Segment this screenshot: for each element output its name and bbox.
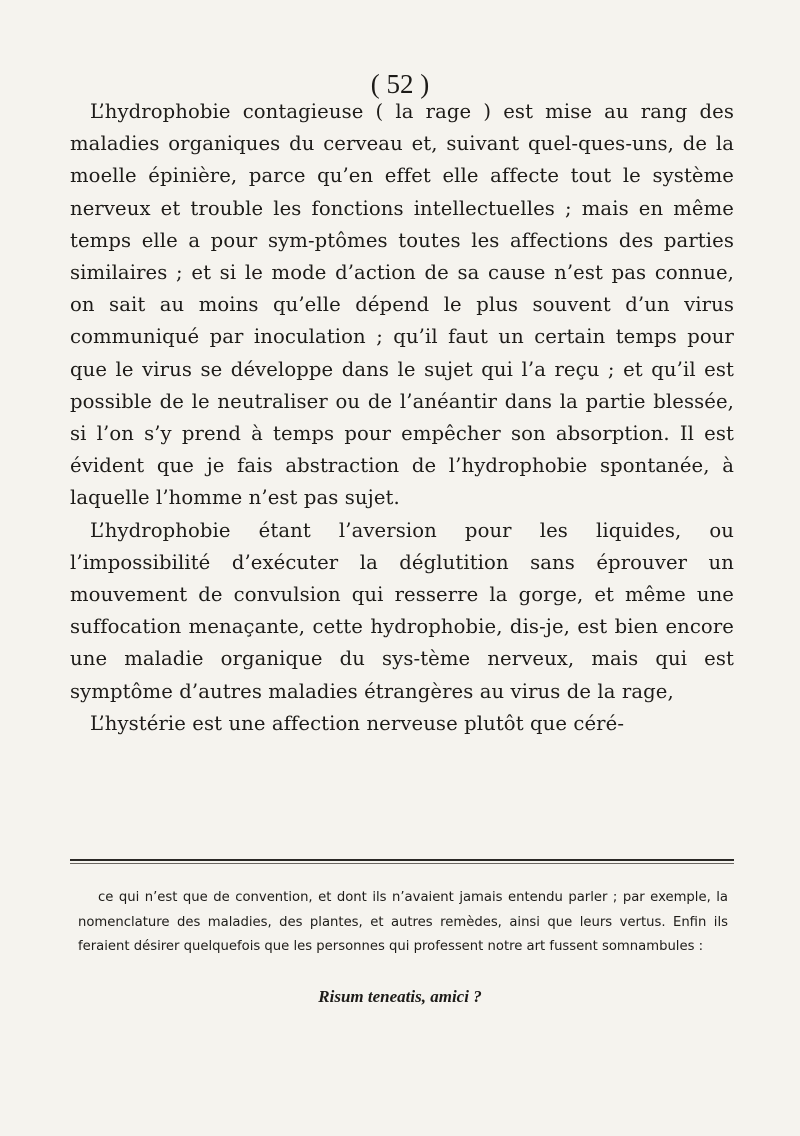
footnote [78, 886, 728, 960]
page-number: ( 52 ) [370, 69, 430, 99]
paragraph-hysterie: L’hystérie est une affection nerveuse plutôt que céré- [90, 711, 625, 735]
footnote-text: ce qui n’est que de convention, et dont ils n’avaient jamais entendu parler ; par exemple, la nomenclature des maladies, des plantes, et autres remèdes, ainsi que leurs vertus. Enfin ils feraient désirer quelquefois que les personnes qui professent notre art fussent somnambules : [78, 890, 728, 955]
main-text [70, 96, 734, 740]
paragraph-hydrophobie-contagieuse: L’hydrophobie contagieuse ( la rage ) est mise au rang des maladies organiques du cerveau et, suivant quel-ques-uns, de la moelle épinière, parce qu’en effet elle affecte tout le système nerveux et trouble les fonctions intellectuelles ; mais en même temps elle a pour sym-ptômes toutes les affections des parties similaires ; et si le mode d’action de sa cause n’est pas connue, on sait au moins qu’elle dépend le plus souvent d’un virus communiqué par inoculation ; qu’il faut un certain temps pour que le virus se développe dans le sujet qui l’a reçu ; et qu’il est possible de le neutraliser ou de l’anéantir dans la partie blessée, si l’on s’y prend à temps pour empêcher son absorption. Il est évident que je fais abstraction de l’hydrophobie spontanée, à laquelle l’homme n’est pas sujet. [70, 100, 734, 510]
footnote-divider-thin [70, 863, 734, 864]
paragraph-hydrophobie-aversion: L’hydrophobie étant l’aversion pour les liquides, ou l’impossibilité d’exécuter la déglutition sans éprouver un mouvement de convulsion qui resserre la gorge, et même une suffocation menaçante, cette hydrophobie, dis-je, est bien encore une maladie organique du sys-tème nerveux, mais qui est symptôme d’autres maladies étrangères au virus de la rage, [70, 518, 734, 703]
footnote-divider [70, 859, 734, 861]
latin-quote: Risum teneatis, amici ? [318, 987, 482, 1006]
